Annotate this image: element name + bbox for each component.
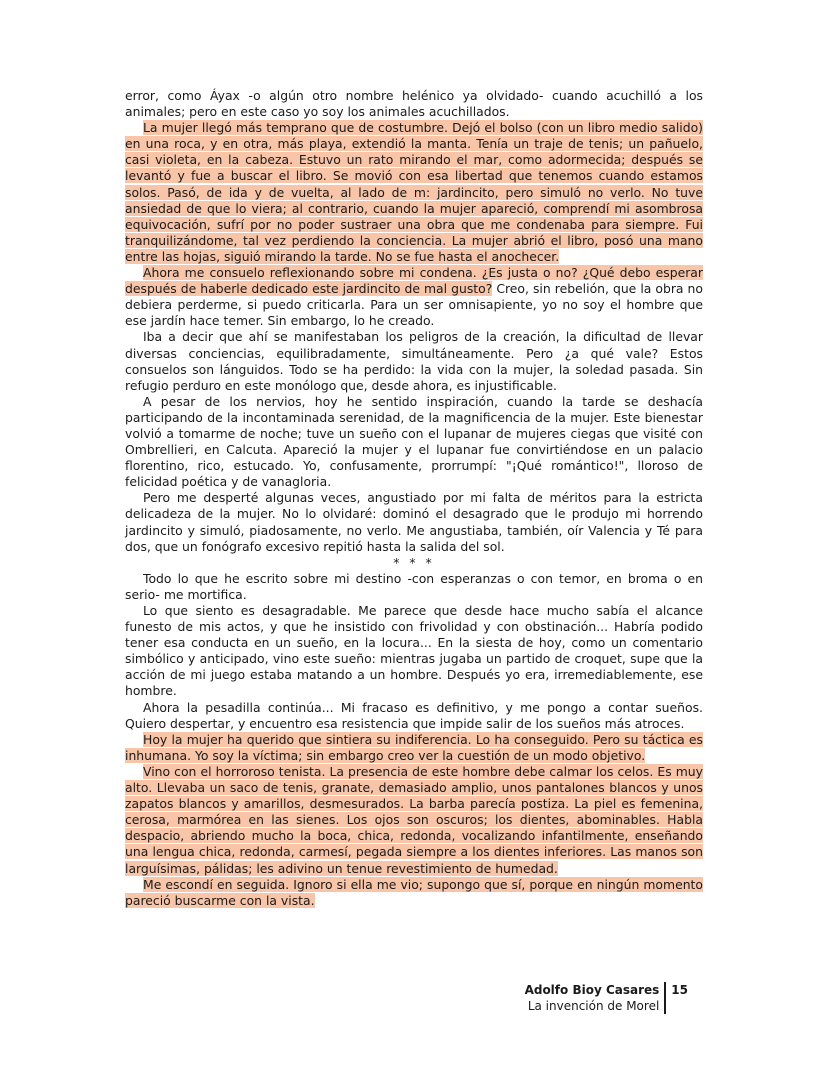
paragraph	[125, 877, 703, 909]
paragraph: Iba a decir que ahí se manifestaban los peligros de la creación, la dificultad de llevar diversas conciencias, equilibradamente, simultáneamente. Pero ¿a qué vale? Estos consuelos son lánguidos. Todo se ha perdido: la vida con la mujer, la soledad pasada. Sin refugio perduro en este monólogo que, desde ahora, es injustificable.	[125, 329, 703, 393]
footer-author: Adolfo Bioy Casares	[524, 983, 660, 997]
footer-names	[525, 982, 667, 1014]
paragraph	[125, 732, 703, 764]
paragraph: Ahora la pesadilla continúa... Mi fracaso es definitivo, y me pongo a contar sueños. Quiero despertar, y encuentro esa resistencia que impide salir de los sueños más atroces.	[125, 699, 703, 731]
highlight: La mujer llegó más temprano que de costumbre. Dejó el bolso (con un libro medio salido) en una roca, y en otra, más playa, extendió la manta. Tenía un traje de tenis; un pañuelo, casi violeta, en la cabeza. Estuvo un rato mirando el mar, como adormecida; después se levantó y fue a buscar el libro. Se movió con esa libertad que tenemos cuando estamos solos. Pasó, de ida y de vuelta, al lado de m: jardincito, pero simuló no verlo. No tuve ansiedad de que lo viera; al contrario, cuando la mujer apareció, comprendí mi asombrosa equivocación, sufrí por no poder sustraer una obra que me condenaba para siempre. Fui tranquilizándome, tal vez perdiendo la conciencia. La mujer abrió el libro, posó una mano entre las hojas, siguió mirando la tarde. No se fue hasta el anochecer.	[125, 120, 703, 264]
paragraph: error, como Áyax -o algún otro nombre helénico ya olvidado- cuando acuchilló a los animales; pero en este caso yo soy los animales acuchillados.	[125, 88, 703, 120]
section-separator: * * *	[393, 554, 435, 570]
paragraph: Todo lo que he escrito sobre mi destino -con esperanzas o con temor, en broma o en serio- me mortifica.	[125, 570, 703, 602]
paragraph: Pero me desperté algunas veces, angustiado por mi falta de méritos para la estricta delicadeza de la mujer. No lo olvidaré: dominó el desagrado que le produjo mi horrendo jardincito y simuló, piadosamente, no verlo. Me angustiaba, también, oír Valencia y Té para dos, que un fonógrafo excesivo repitió hasta la salida del sol.	[125, 490, 703, 554]
highlight: Hoy la mujer ha querido que sintiera su indiferencia. Lo ha conseguido. Pero su táctica es inhumana. Yo soy la víctima; sin embargo creo ver la cuestión de un modo objetivo.	[125, 731, 703, 763]
footer-book-title: La invención de Morel	[527, 999, 660, 1013]
paragraph: Ahora me consuelo reflexionando sobre mi condena. ¿Es justa o no? ¿Qué debo esperar después de haberle dedicado este jardincito de mal gusto? Creo, sin rebelión, que la obra no debiera perderme, si puedo criticarla. Para un ser omnisapiente, yo no soy el hombre que ese jardín hace temer. Sin embargo, lo he creado.	[125, 265, 703, 329]
highlight: Me escondí en seguida. Ignoro si ella me vio; supongo que sí, porque en ningún momento pareció buscarme con la vista.	[125, 876, 703, 908]
paragraph: A pesar de los nervios, hoy he sentido inspiración, cuando la tarde se deshacía participando de la incontaminada serenidad, de la magnificencia de la mujer. Este bienestar volvió a tomarme de noche; tuve un sueño con el lupanar de mujeres ciegas que visité con Ombrellieri, en Calcuta. Apareció la mujer y el lupanar fue convirtiéndose en un palacio florentino, rico, estucado. Yo, confusamente, prorrumpí: "¡Qué romántico!", lloroso de felicidad poética y de vanagloria.	[125, 393, 703, 490]
page-footer	[525, 982, 688, 1014]
page-number: 15	[671, 983, 688, 997]
paragraph: Lo que siento es desagradable. Me parece que desde hace mucho sabía el alcance funesto de mis actos, y que he insistido con frivolidad y con obstinación... Habría podido tener esa conducta en un sueño, en la locura... En la siesta de hoy, como un comentario simbólico y anticipado, vino este sueño: mientras jugaba un partido de croquet, supe que la acción de mi juego estaba matando a un hombre. Después yo era, irremediablemente, ese hombre.	[125, 603, 703, 699]
page-body	[125, 88, 703, 909]
paragraph	[125, 764, 703, 877]
highlight: Vino con el horroroso tenista. La presencia de este hombre debe calmar los celos. Es muy alto. Llevaba un saco de tenis, granate, demasiado amplio, unos pantalones blancos y unos zapatos blancos y amarillos, desmesurados. La barba parecía postiza. La piel es femenina, cerosa, marmórea en las sienes. Los ojos son oscuros; los dientes, abominables. Habla despacio, abriendo mucho la boca, chica, redonda, vocalizando infantilmente, enseñando una lengua chica, redonda, carmesí, pegada siempre a los dientes inferiores. Las manos son larguísimas, pálidas; les adivino un tenue revestimiento de humedad.	[125, 763, 703, 876]
paragraph	[125, 120, 703, 265]
highlight: Ahora me consuelo reflexionando sobre mi condena. ¿Es justa o no? ¿Qué debo esperar después de haberle dedicado este jardincito de mal gusto?	[125, 265, 703, 297]
